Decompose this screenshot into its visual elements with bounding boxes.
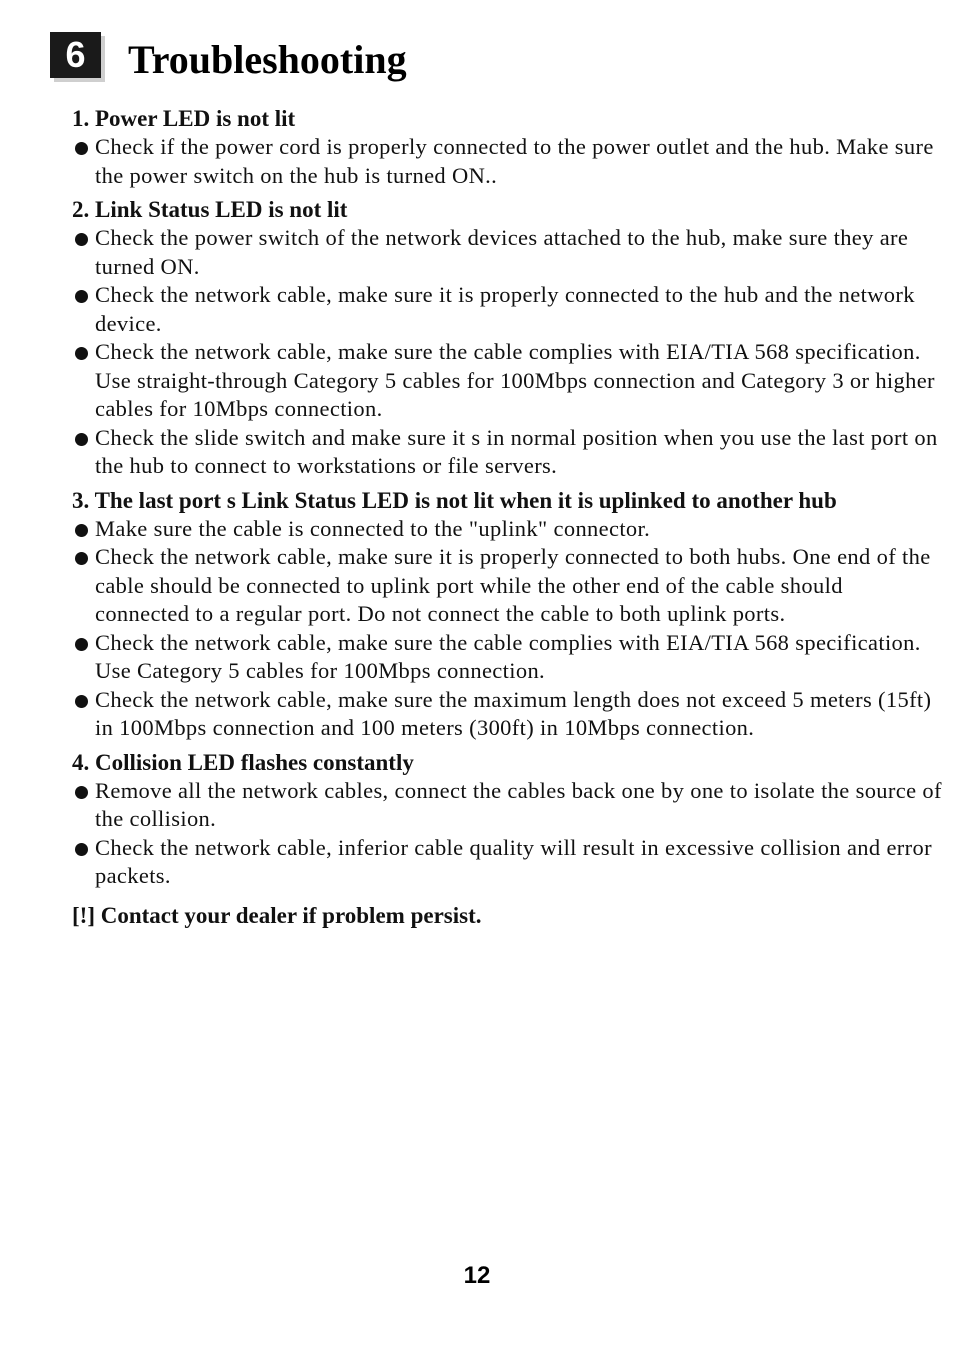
item-text: Check the network cable, inferior cable quality will result in excessive collision and error packets. — [95, 834, 932, 888]
section-collision-led — [72, 748, 942, 891]
item-text: Remove all the network cables, connect the cables back one by one to isolate the source of the collision. — [95, 777, 942, 831]
bullet-icon — [75, 524, 88, 537]
item-text: Check the slide switch and make sure it s in normal position when you use the last port on the hub to connect to workstations or file servers. — [95, 424, 938, 478]
list-item — [72, 424, 942, 481]
item-text: Check the network cable, make sure it is properly connected to the hub and the network device. — [95, 282, 915, 336]
bullet-icon — [75, 142, 88, 155]
item-text: Check the network cable, make sure the maximum length does not exceed 5 meters (15ft) in 100Mbps connection and 100 meters (300ft) in 10Mbps connection. — [95, 686, 932, 740]
section-uplink-port — [72, 486, 942, 743]
list-item — [72, 515, 942, 544]
bullet-list — [72, 133, 942, 190]
bullet-list — [72, 224, 942, 481]
bullet-icon — [75, 843, 88, 856]
bullet-icon — [75, 695, 88, 708]
list-item — [72, 543, 942, 629]
section-heading: 2. Link Status LED is not lit — [72, 197, 348, 222]
list-item — [72, 686, 942, 743]
bullet-icon — [75, 347, 88, 360]
bullet-icon — [75, 433, 88, 446]
section-heading: 4. Collision LED flashes constantly — [72, 749, 414, 775]
list-item — [72, 224, 942, 281]
section-heading: 1. Power LED is not lit — [72, 106, 296, 131]
item-text: Check if the power cord is properly connected to the power outlet and the hub. Make sure the power switch on the hub is turned ON.. — [95, 134, 934, 188]
bullet-icon — [75, 552, 88, 565]
bullet-icon — [75, 290, 88, 303]
list-item — [72, 281, 942, 338]
bullet-icon — [75, 638, 88, 651]
list-item — [72, 338, 942, 424]
section-link-status-led — [72, 195, 942, 481]
bullet-list — [72, 777, 942, 891]
bullet-list — [72, 515, 942, 743]
page-title: Troubleshooting — [128, 37, 407, 82]
list-item — [72, 777, 942, 834]
bullet-icon — [75, 786, 88, 799]
item-text: Make sure the cable is connected to the "uplink" connector. — [95, 515, 651, 541]
list-item — [72, 629, 942, 686]
item-text: Check the network cable, make sure it is properly connected to both hubs. One end of the cable should be connected to uplink port while the other end of the cable should connected to a regular port. Do not connect the cable to both uplink ports. — [95, 544, 931, 626]
page-number: 12 — [463, 1262, 491, 1289]
list-item — [72, 133, 942, 190]
list-item — [72, 834, 942, 891]
section-power-led — [72, 104, 942, 190]
item-text: Check the network cable, make sure the cable complies with EIA/TIA 568 specification. Use Category 5 cables for 100Mbps connection. — [95, 629, 921, 683]
troubleshooting-content — [72, 104, 942, 930]
section-heading: 3. The last port s Link Status LED is not lit when it is uplinked to another hub — [72, 487, 837, 513]
item-text: Check the network cable, make sure the cable complies with EIA/TIA 568 specification. Use straight-through Category 5 cables for 100Mbps connection and Category 3 or higher cables for 10Mbps connection. — [95, 339, 935, 421]
contact-dealer-note: [!] Contact your dealer if problem persist. — [72, 902, 482, 928]
bullet-icon — [75, 233, 88, 246]
chapter-number-badge: 6 — [50, 32, 101, 78]
item-text: Check the power switch of the network devices attached to the hub, make sure they are turned ON. — [95, 225, 909, 279]
